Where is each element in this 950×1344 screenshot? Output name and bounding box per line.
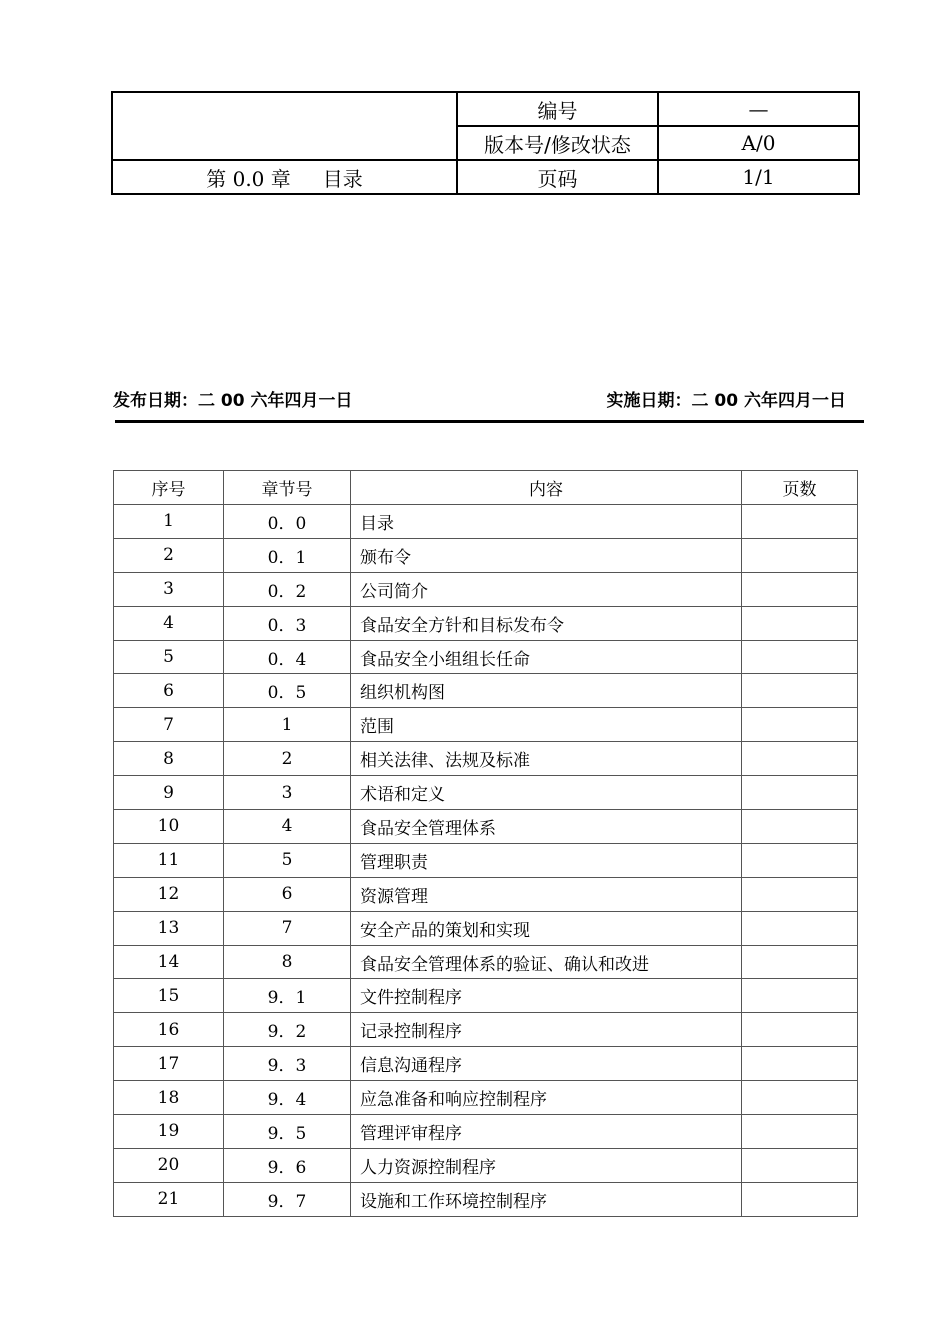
toc-header-row (114, 471, 858, 505)
table-row (114, 606, 858, 640)
toc-cell-no: 5 (114, 640, 224, 674)
toc-table (113, 470, 858, 1217)
toc-cell-section: 5 (224, 843, 351, 877)
toc-cell-content: 文件控制程序 (351, 979, 742, 1013)
toc-cell-no: 6 (114, 674, 224, 708)
table-row (114, 1047, 858, 1081)
toc-cell-content: 信息沟通程序 (351, 1047, 742, 1081)
toc-cell-pages (742, 945, 858, 979)
toc-cell-section: 6 (224, 877, 351, 911)
table-row (114, 572, 858, 606)
toc-cell-no: 17 (114, 1047, 224, 1081)
table-row (114, 674, 858, 708)
table-row (114, 505, 858, 539)
toc-cell-section: 0．5 (224, 674, 351, 708)
toc-cell-content: 设施和工作环境控制程序 (351, 1182, 742, 1216)
toc-cell-no: 3 (114, 572, 224, 606)
toc-cell-content: 相关法律、法规及标准 (351, 742, 742, 776)
toc-cell-no: 4 (114, 606, 224, 640)
toc-header-pages: 页数 (742, 471, 858, 505)
toc-cell-no: 8 (114, 742, 224, 776)
toc-cell-pages (742, 911, 858, 945)
toc-cell-section: 3 (224, 776, 351, 810)
chapter-number: 第 0.0 章 (206, 166, 291, 191)
toc-cell-pages (742, 979, 858, 1013)
toc-cell-section: 9．4 (224, 1081, 351, 1115)
toc-cell-no: 18 (114, 1081, 224, 1115)
publish-date: 发布日期：二 00 六年四月一日 (113, 391, 353, 411)
toc-cell-pages (742, 674, 858, 708)
table-row (114, 1081, 858, 1115)
toc-cell-pages (742, 606, 858, 640)
toc-cell-section: 7 (224, 911, 351, 945)
table-row (114, 1182, 858, 1216)
toc-cell-content: 组织机构图 (351, 674, 742, 708)
chapter-cell (112, 160, 457, 194)
toc-cell-pages (742, 1148, 858, 1182)
toc-cell-section: 0．2 (224, 572, 351, 606)
table-row (114, 843, 858, 877)
toc-cell-no: 20 (114, 1148, 224, 1182)
toc-cell-content: 管理职责 (351, 843, 742, 877)
page-value: 1/1 (658, 160, 859, 194)
toc-cell-section: 9．5 (224, 1115, 351, 1149)
toc-cell-no: 2 (114, 538, 224, 572)
toc-cell-section: 9．6 (224, 1148, 351, 1182)
toc-cell-section: 0．0 (224, 505, 351, 539)
toc-cell-pages (742, 1081, 858, 1115)
code-label: 编号 (457, 92, 658, 126)
toc-cell-section: 0．4 (224, 640, 351, 674)
toc-cell-content: 记录控制程序 (351, 1013, 742, 1047)
toc-header-no: 序号 (114, 471, 224, 505)
toc-cell-content: 食品安全管理体系 (351, 810, 742, 844)
table-row (114, 776, 858, 810)
toc-cell-no: 14 (114, 945, 224, 979)
toc-cell-section: 0．1 (224, 538, 351, 572)
toc-cell-pages (742, 640, 858, 674)
toc-cell-pages (742, 742, 858, 776)
toc-cell-no: 21 (114, 1182, 224, 1216)
toc-cell-content: 人力资源控制程序 (351, 1148, 742, 1182)
toc-cell-pages (742, 877, 858, 911)
version-label: 版本号/修改状态 (457, 126, 658, 160)
table-row (114, 979, 858, 1013)
table-row (114, 877, 858, 911)
table-row (114, 1148, 858, 1182)
toc-cell-pages (742, 810, 858, 844)
toc-cell-content: 颁布令 (351, 538, 742, 572)
toc-cell-no: 16 (114, 1013, 224, 1047)
toc-cell-section: 9．2 (224, 1013, 351, 1047)
toc-header-content: 内容 (351, 471, 742, 505)
toc-cell-section: 9．3 (224, 1047, 351, 1081)
toc-cell-pages (742, 843, 858, 877)
toc-cell-content: 应急准备和响应控制程序 (351, 1081, 742, 1115)
toc-cell-content: 资源管理 (351, 877, 742, 911)
toc-cell-pages (742, 1013, 858, 1047)
toc-cell-section: 9．7 (224, 1182, 351, 1216)
toc-cell-no: 1 (114, 505, 224, 539)
toc-cell-no: 13 (114, 911, 224, 945)
table-row (114, 945, 858, 979)
toc-cell-pages (742, 1115, 858, 1149)
toc-cell-no: 11 (114, 843, 224, 877)
table-row (114, 911, 858, 945)
toc-cell-no: 19 (114, 1115, 224, 1149)
toc-cell-no: 15 (114, 979, 224, 1013)
toc-cell-content: 范围 (351, 708, 742, 742)
page-label: 页码 (457, 160, 658, 194)
toc-cell-section: 2 (224, 742, 351, 776)
toc-cell-content: 食品安全管理体系的验证、确认和改进 (351, 945, 742, 979)
toc-cell-pages (742, 708, 858, 742)
version-value: A/0 (658, 126, 859, 160)
toc-cell-no: 7 (114, 708, 224, 742)
toc-cell-content: 目录 (351, 505, 742, 539)
implement-date: 实施日期：二 00 六年四月一日 (606, 391, 846, 411)
toc-cell-content: 食品安全方针和目标发布令 (351, 606, 742, 640)
table-row (114, 708, 858, 742)
toc-cell-no: 9 (114, 776, 224, 810)
toc-cell-pages (742, 1047, 858, 1081)
toc-cell-pages (742, 1182, 858, 1216)
toc-cell-content: 管理评审程序 (351, 1115, 742, 1149)
toc-cell-section: 1 (224, 708, 351, 742)
table-row (114, 742, 858, 776)
toc-cell-content: 公司简介 (351, 572, 742, 606)
toc-body (114, 505, 858, 1217)
table-row (114, 810, 858, 844)
toc-cell-no: 12 (114, 877, 224, 911)
header-blank-cell (112, 92, 457, 160)
chapter-title: 目录 (322, 166, 363, 191)
toc-cell-content: 食品安全小组组长任命 (351, 640, 742, 674)
toc-cell-pages (742, 572, 858, 606)
table-row (114, 1115, 858, 1149)
toc-cell-content: 术语和定义 (351, 776, 742, 810)
toc-cell-content: 安全产品的策划和实现 (351, 911, 742, 945)
toc-cell-pages (742, 776, 858, 810)
table-row (114, 640, 858, 674)
toc-cell-no: 10 (114, 810, 224, 844)
toc-header-section: 章节号 (224, 471, 351, 505)
document-header (111, 91, 860, 195)
toc-cell-section: 9．1 (224, 979, 351, 1013)
code-value: — (658, 92, 859, 126)
toc-cell-pages (742, 538, 858, 572)
table-row (114, 538, 858, 572)
toc-cell-section: 0．3 (224, 606, 351, 640)
table-row (114, 1013, 858, 1047)
toc-cell-section: 4 (224, 810, 351, 844)
header-divider (115, 420, 864, 423)
toc-cell-section: 8 (224, 945, 351, 979)
toc-cell-pages (742, 505, 858, 539)
